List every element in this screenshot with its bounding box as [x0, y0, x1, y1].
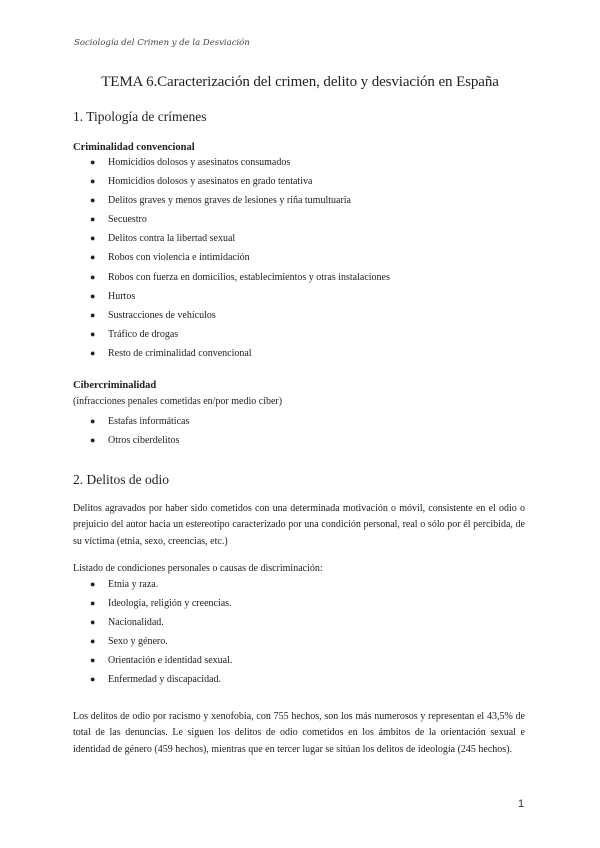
list-item: [0, 325, 390, 344]
list-item: [0, 248, 390, 267]
list-item-text: Robos con fuerza en domicilios, establecimientos y otras instalaciones: [108, 271, 390, 283]
list-item-text: Orientación e identidad sexual.: [108, 655, 233, 667]
list-item: [0, 153, 390, 172]
list-item-text: Tráfico de drogas: [108, 328, 179, 340]
convencional-label: Criminalidad convencional: [73, 142, 195, 153]
bullet-icon: ●: [90, 674, 96, 685]
list-item-text: Secuestro: [108, 214, 147, 226]
bullet-icon: ●: [90, 290, 96, 301]
bullet-icon: ●: [90, 176, 96, 187]
bullet-icon: ●: [90, 617, 96, 628]
bullet-icon: ●: [90, 157, 96, 167]
list-item: [0, 412, 189, 431]
list-item: [0, 229, 390, 248]
running-header: Sociología del Crimen y de la Desviación: [74, 38, 250, 48]
document-title: TEMA 6.Caracterización del crimen, delito y desviación en España: [101, 74, 499, 90]
convencional-list: [0, 153, 390, 363]
list-item: [0, 268, 390, 287]
list-item: [0, 670, 232, 689]
list-item-text: Sexo y género.: [108, 636, 168, 648]
list-item: [0, 613, 232, 632]
list-item-text: Delitos contra la libertad sexual: [108, 233, 236, 245]
list-item-text: Etnia y raza.: [108, 579, 159, 590]
bullet-icon: ●: [90, 271, 96, 282]
list-item-text: Enfermedad y discapacidad.: [108, 674, 222, 686]
list-item: [0, 191, 390, 210]
ciber-note: (infracciones penales cometidas en/por medio ciber): [73, 396, 283, 407]
bullet-icon: ●: [90, 328, 96, 339]
list-item-text: Otros ciberdelitos: [108, 435, 180, 447]
bullet-icon: ●: [90, 435, 96, 446]
ciber-label: Cibercriminalidad: [73, 380, 157, 391]
list-item: [0, 306, 390, 325]
page-number: 1: [518, 798, 525, 810]
bullet-icon: ●: [90, 598, 96, 609]
list-item-text: Estafas informáticas: [108, 416, 190, 427]
bullet-icon: ●: [90, 214, 96, 225]
list-item: [0, 210, 390, 229]
hate-crime-definition: Delitos agravados por haber sido cometidos con una determinada motivación o móvil, consistente en el odio o prejuicio del autor hacia un estereotipo caracterizado por una condición personal, real o sólo por él percibida, de su víctima (etnia, sexo, creencias, etc.): [73, 503, 525, 547]
discrimination-list: [0, 575, 232, 690]
section-2-heading: 2. Delitos de odio: [73, 472, 169, 487]
list-item: [0, 287, 390, 306]
discrimination-list-intro: Listado de condiciones personales o causas de discriminación:: [73, 563, 323, 574]
list-item-text: Homicidios dolosos y asesinatos en grado tentativa: [108, 176, 313, 188]
list-item: [0, 172, 390, 191]
list-item: [0, 632, 232, 651]
bullet-icon: ●: [90, 309, 96, 320]
list-item-text: Homicidios dolosos y asesinatos consumados: [108, 157, 291, 168]
list-item: [0, 344, 390, 363]
ciber-list: [0, 412, 189, 450]
bullet-icon: ●: [90, 347, 96, 358]
list-item: [0, 431, 189, 450]
bullet-icon: ●: [90, 636, 96, 647]
bullet-icon: ●: [90, 579, 96, 589]
bullet-icon: ●: [90, 252, 96, 263]
bullet-icon: ●: [90, 233, 96, 244]
section-1-heading: 1. Tipología de crímenes: [73, 109, 207, 124]
list-item: [0, 651, 232, 670]
list-item-text: Robos con violencia e intimidación: [108, 252, 250, 264]
list-item-text: Resto de criminalidad convencional: [108, 347, 252, 359]
hate-crime-statistics: Los delitos de odio por racismo y xenofobia, con 755 hechos, son los más numerosos y representan el 43,5% de total de las denuncias. Le siguen los delitos de odio cometidos en los ámbitos de la orientación sexual e identidad de género (459 hechos), mientras que en tercer lugar se sitúan los delitos de ideología (245 hechos).: [73, 711, 525, 755]
list-item-text: Sustracciones de vehículos: [108, 309, 216, 321]
bullet-icon: ●: [90, 416, 96, 426]
bullet-icon: ●: [90, 195, 96, 206]
list-item-text: Hurtos: [108, 290, 136, 302]
list-item-text: Ideología, religión y creencias.: [108, 598, 232, 610]
list-item: [0, 575, 232, 594]
list-item: [0, 594, 232, 613]
list-item-text: Nacionalidad.: [108, 617, 164, 629]
list-item-text: Delitos graves y menos graves de lesiones y riña tumultuaria: [108, 195, 351, 207]
bullet-icon: ●: [90, 655, 96, 666]
